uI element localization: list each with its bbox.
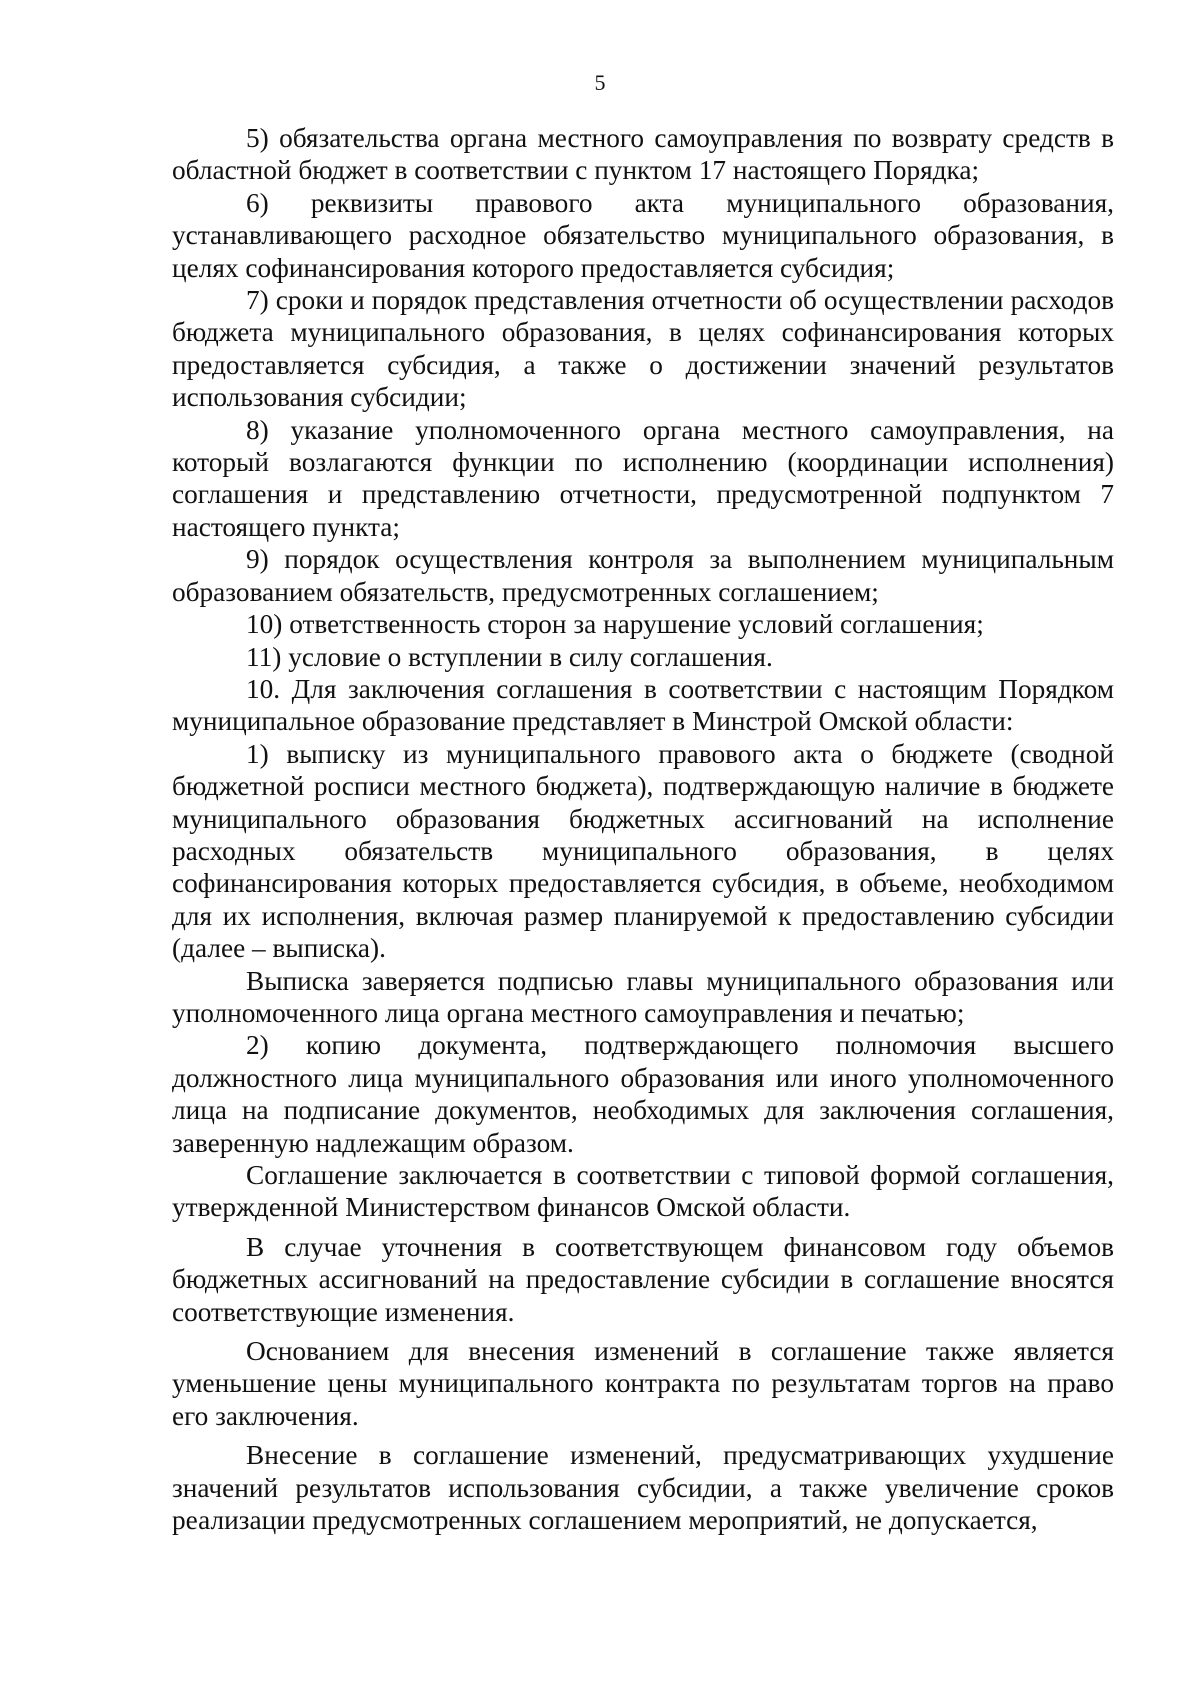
paragraph-clarification: В случае уточнения в соответствующем финансовом году объемов бюджетных ассигнований на предоставление субсидии в соглашение вносятся соответствующие изменения. — [172, 1231, 1114, 1327]
paragraph-section-10: 10. Для заключения соглашения в соответствии с настоящим Порядком муниципальное образование представляет в Минстрой Омской области: — [172, 673, 1114, 737]
paragraph-standard-form: Соглашение заключается в соответствии с типовой формой соглашения, утвержденной Министерством финансов Омской области. — [172, 1160, 1114, 1223]
paragraph-amendment-basis: Основанием для внесения изменений в соглашение также является уменьшение цены муниципального контракта по результатам торгов на право его заключения. — [172, 1336, 1114, 1431]
paragraph-item-5: 5) обязательства органа местного самоуправления по возврату средств в областной бюджет в соответствии с пунктом 17 настоящего Порядка; — [172, 123, 1114, 186]
paragraph-amendment-restriction: Внесение в соглашение изменений, предусматривающих ухудшение значений результатов использования субсидии, а также увеличение сроков реализации предусмотренных соглашением мероприятий, не допускается, — [172, 1440, 1114, 1536]
paragraph-extract: 1) выписку из муниципального правового акта о бюджете (сводной бюджетной росписи местного бюджета), подтверждающую наличие в бюджете муниципального образования бюджетных ассигнований на исполнение расходных обязательств муниципального образования, в целях софинансирования которых предоставляется субсидия, в объеме, необходимом для их исполнения, включая размер планируемой к предоставлению субсидии (далее – выписка). — [172, 738, 1114, 964]
paragraph-item-9: 9) порядок осуществления контроля за выполнением муниципальным образованием обязательств, предусмотренных соглашением; — [172, 544, 1114, 607]
paragraph-extract-certification: Выписка заверяется подписью главы муниципального образования или уполномоченного лица органа местного самоуправления и печатью; — [172, 965, 1114, 1028]
paragraph-item-6: 6) реквизиты правового акта муниципального образования, устанавливающего расходное обязательство муниципального образования, в целях софинансирования которого предоставляется субсидия; — [172, 187, 1114, 283]
paragraph-item-7: 7) сроки и порядок представления отчетности об осуществлении расходов бюджета муниципального образования, в целях софинансирования которых предоставляется субсидия, а также о достижении значений результатов использования субсидии; — [172, 285, 1114, 413]
paragraph-item-8: 8) указание уполномоченного органа местного самоуправления, на который возлагаются функции по исполнению (координации исполнения) соглашения и представлению отчетности, предусмотренной подпунктом 7 настоящего пункта; — [172, 414, 1114, 542]
paragraph-item-10: 10) ответственность сторон за нарушение условий соглашения; — [246, 609, 984, 640]
page-number: 5 — [594, 70, 606, 95]
paragraph-item-11: 11) условие о вступлении в силу соглашения. — [246, 641, 773, 672]
paragraph-authority-copy: 2) копию документа, подтверждающего полномочия высшего должностного лица муниципального образования или иного уполномоченного лица на подписание документов, необходимых для заключения соглашения, заверенную надлежащим образом. — [172, 1030, 1114, 1158]
document-body — [172, 122, 1114, 1536]
